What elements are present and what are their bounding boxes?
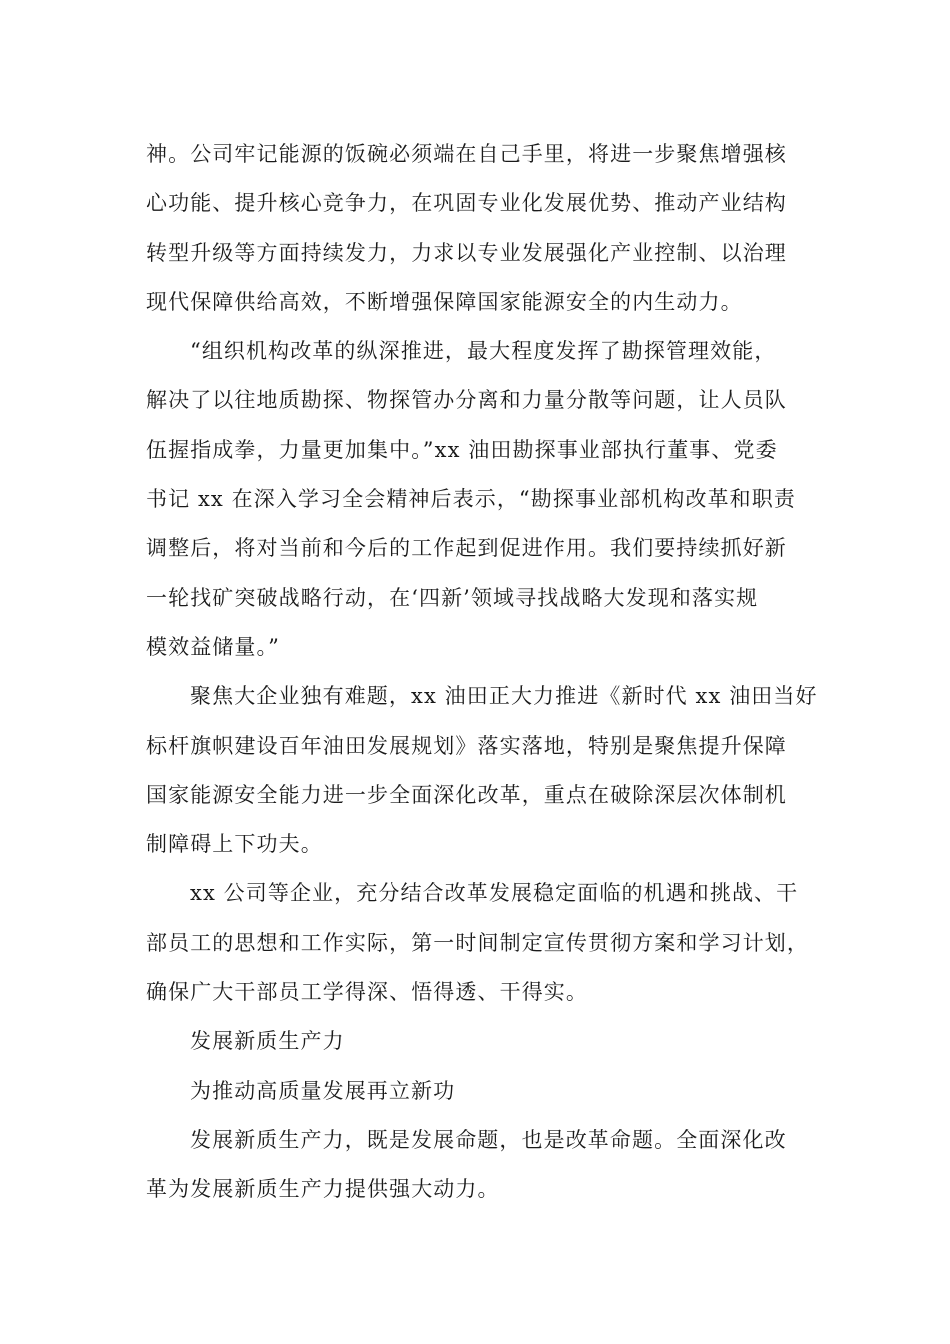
text-line: 国家能源安全能力进一步全面深化改革，重点在破除深层次体制机	[146, 782, 787, 807]
text-line: 转型升级等方面持续发力，力求以专业发展强化产业控制、以治理	[146, 240, 787, 265]
paragraph-oilfield-plan	[146, 672, 816, 869]
text-line: 书记 xx 在深入学习全会精神后表示，“勘探事业部机构改革和职责	[146, 487, 796, 512]
text-line: 解决了以往地质勘探、物探管办分离和力量分散等问题，让人员队	[146, 388, 787, 413]
text-line: xx 公司等企业，充分结合改革发展稳定面临的机遇和挑战、干	[190, 881, 799, 906]
text-line: 伍握指成拳，力量更加集中。”xx 油田勘探事业部执行董事、党委	[146, 437, 778, 462]
paragraph-energy-security	[146, 130, 816, 327]
text-line: 聚焦大企业独有难题，xx 油田正大力推进《新时代 xx 油田当好	[190, 684, 818, 709]
document-body	[146, 130, 816, 1215]
text-line: 部员工的思想和工作实际，第一时间制定宣传贯彻方案和学习计划，	[146, 930, 809, 955]
text-line: 神。公司牢记能源的饭碗必须端在自己手里，将进一步聚焦增强核	[146, 142, 787, 166]
subheading-line: 为推动高质量发展再立新功	[190, 1078, 456, 1103]
text-line: 现代保障供给高效，不断增强保障国家能源安全的内生动力。	[146, 289, 743, 314]
text-line: 一轮找矿突破战略行动，在‘四新’领域寻找战略大发现和落实规	[146, 585, 759, 610]
text-line: 模效益储量。”	[146, 634, 280, 659]
paragraph-exploration-quote	[146, 327, 816, 672]
paragraph-new-productivity	[146, 1116, 816, 1215]
text-line: 心功能、提升核心竞争力，在巩固专业化发展优势、推动产业结构	[146, 191, 787, 216]
section-heading	[146, 1017, 816, 1066]
text-line: 制障碍上下功夫。	[146, 832, 323, 857]
text-line: 标杆旗帜建设百年油田发展规划》落实落地，特别是聚焦提升保障	[146, 733, 787, 758]
text-line: 革为发展新质生产力提供强大动力。	[146, 1177, 500, 1202]
text-line: 发展新质生产力，既是发展命题，也是改革命题。全面深化改	[190, 1127, 787, 1152]
section-subheading	[146, 1067, 816, 1116]
paragraph-company-plan	[146, 869, 816, 1017]
text-line: 确保广大干部员工学得深、悟得透、干得实。	[146, 980, 588, 1005]
text-line: “组织机构改革的纵深推进，最大程度发挥了勘探管理效能，	[190, 339, 777, 364]
heading-line: 发展新质生产力	[190, 1029, 345, 1054]
text-line: 调整后，将对当前和今后的工作起到促进作用。我们要持续抓好新	[146, 536, 787, 561]
